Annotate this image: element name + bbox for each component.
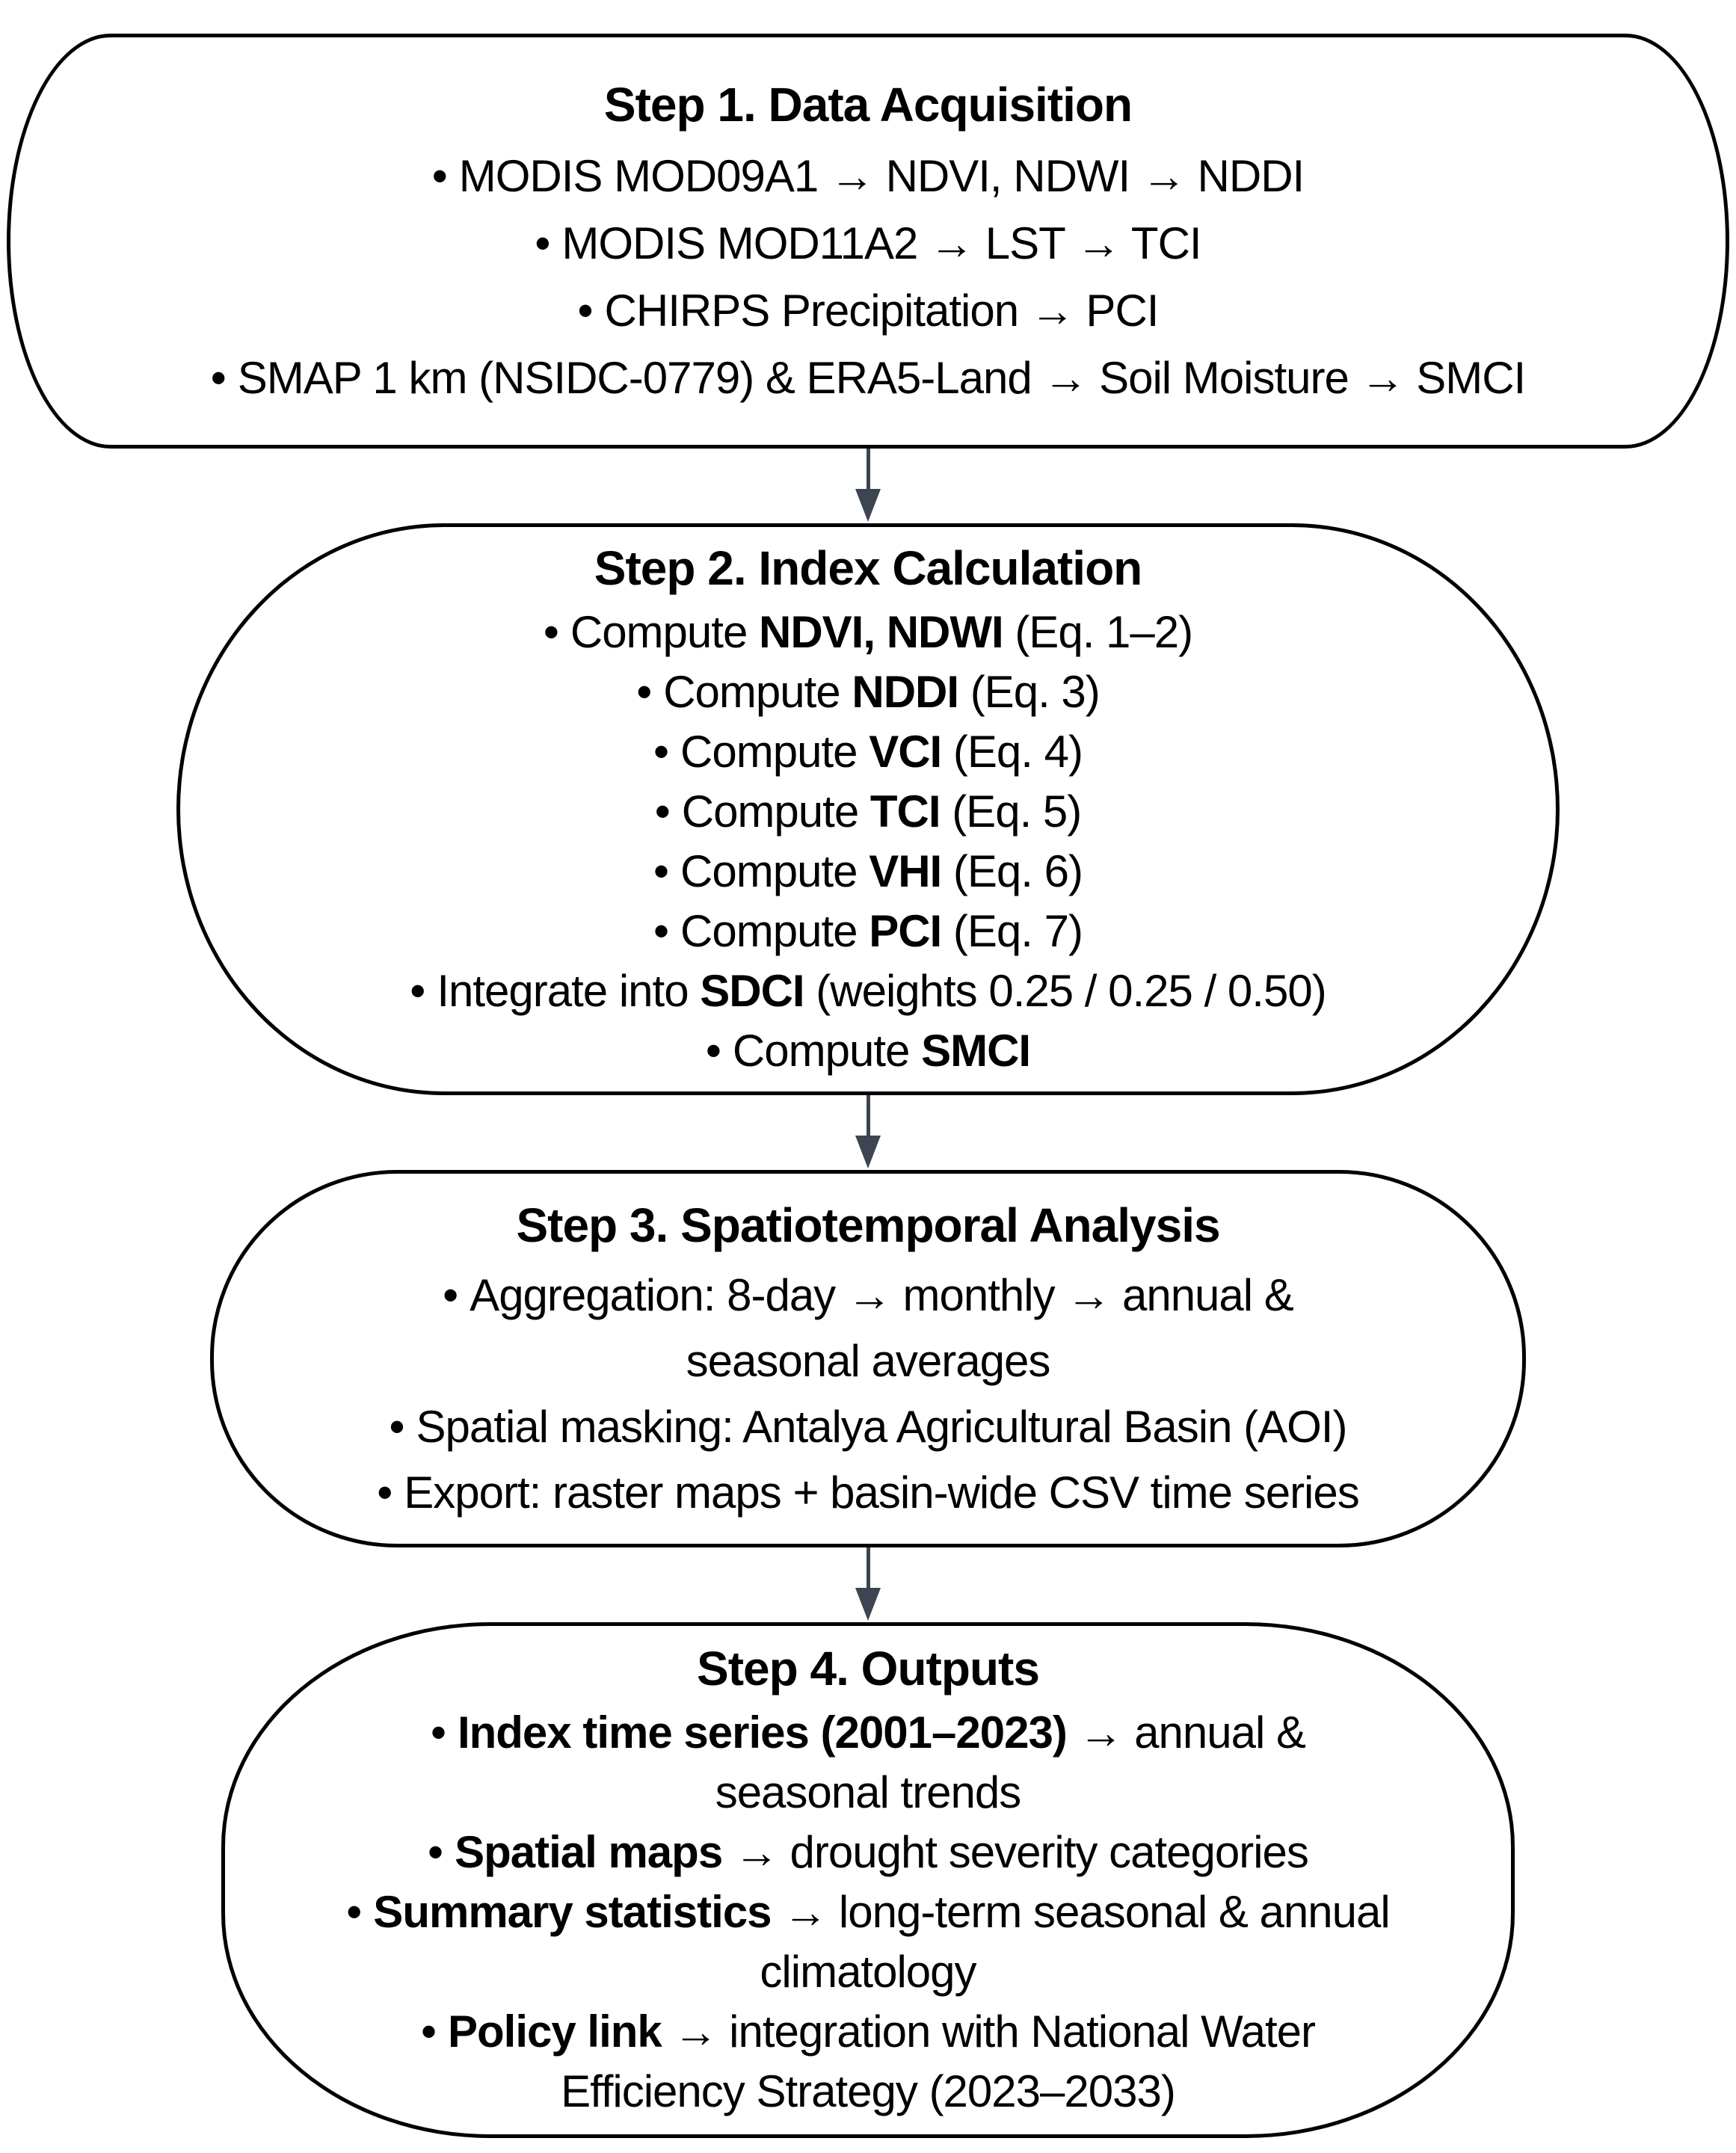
step-1-items [211, 143, 1525, 412]
bullet-dot: • [443, 1269, 458, 1320]
list-item [377, 1394, 1359, 1460]
step-1-box [7, 34, 1729, 449]
list-item [410, 782, 1326, 842]
item-text: (Eq. 3) [958, 666, 1100, 717]
arrow-head [855, 1136, 881, 1168]
list-item [410, 842, 1326, 902]
bullet-dot: • [377, 1467, 393, 1518]
item-text: MODIS MOD09A1 → NDVI, NDWI → NDDI [458, 150, 1305, 201]
arrow-stem [867, 1547, 870, 1588]
emphasis-text: PCI [869, 905, 942, 956]
step-2-title: Step 2. Index Calculation [594, 540, 1142, 595]
item-text: SMAP 1 km (NSIDC-0779) & ERA5-Land → Soil Moisture → SMCI [237, 352, 1526, 403]
step-3-box [210, 1170, 1526, 1547]
list-item [346, 2002, 1389, 2122]
emphasis-text: NDVI, NDWI [759, 606, 1003, 657]
down-arrow-icon [855, 1547, 881, 1622]
bullet-dot: • [421, 2006, 437, 2057]
bullet-dot: • [705, 1025, 721, 1076]
step-4-items [346, 1703, 1389, 2122]
list-item [346, 1703, 1389, 1823]
step-1-title: Step 1. Data Acquisition [603, 77, 1133, 132]
emphasis-text: VCI [869, 726, 942, 777]
list-item [410, 1021, 1326, 1081]
item-text: → drought severity categories [722, 1827, 1308, 1877]
item-text: → integration with National Water [661, 2006, 1315, 2057]
list-item [211, 277, 1525, 345]
item-text: Compute [570, 606, 759, 657]
emphasis-text: SMCI [921, 1025, 1031, 1076]
bullet-dot: • [653, 726, 669, 777]
arrow-head [855, 489, 881, 522]
list-item [211, 143, 1525, 210]
item-text: CHIRPS Precipitation → PCI [604, 285, 1159, 336]
emphasis-text: TCI [869, 786, 941, 837]
item-text: (weights 0.25 / 0.25 / 0.50) [804, 965, 1326, 1016]
step-3-items [377, 1263, 1359, 1526]
item-text: Compute [681, 786, 870, 837]
item-text: → long-term seasonal & annual [771, 1887, 1390, 1937]
item-text: Compute [663, 666, 852, 717]
bullet-dot: • [210, 352, 226, 403]
item-text: (Eq. 7) [941, 905, 1083, 956]
bullet-dot: • [346, 1887, 362, 1937]
step-2-box [176, 523, 1560, 1095]
item-text: Efficiency Strategy (2023–2033) [561, 2066, 1175, 2116]
item-text: seasonal trends [715, 1767, 1021, 1817]
list-item [211, 210, 1525, 277]
item-text: Compute [732, 1025, 922, 1076]
bullet-dot: • [577, 285, 593, 336]
arrow-stem [867, 1095, 870, 1136]
bullet-dot: • [428, 1827, 443, 1877]
arrow-stem [867, 449, 870, 489]
bullet-dot: • [430, 1707, 446, 1758]
step-3-title: Step 3. Spatiotemporal Analysis [516, 1198, 1220, 1252]
arrow-head [855, 1588, 881, 1621]
step-2-items [410, 603, 1326, 1081]
emphasis-text: Spatial maps [455, 1827, 723, 1877]
item-text: Compute [680, 846, 869, 896]
item-text: (Eq. 4) [941, 726, 1083, 777]
emphasis-text: NDDI [852, 666, 959, 717]
emphasis-text: SDCI [700, 965, 804, 1016]
list-item [410, 603, 1326, 662]
list-item [410, 902, 1326, 961]
bullet-dot: • [653, 846, 669, 896]
list-item [410, 662, 1326, 722]
bullet-dot: • [535, 218, 550, 268]
down-arrow-icon [855, 449, 881, 523]
list-item [377, 1263, 1359, 1394]
item-text: (Eq. 6) [941, 846, 1083, 896]
step-4-title: Step 4. Outputs [697, 1642, 1039, 1695]
list-item [377, 1460, 1359, 1526]
item-text: Spatial masking: Antalya Agricultural Basin (AOI) [416, 1401, 1347, 1452]
item-text: climatology [760, 1947, 976, 1997]
down-arrow-icon [855, 1095, 881, 1170]
item-text: Integrate into [437, 965, 701, 1016]
item-text: Compute [680, 726, 869, 777]
bullet-dot: • [543, 606, 558, 657]
bullet-dot: • [410, 965, 425, 1016]
bullet-dot: • [431, 150, 447, 201]
item-text: (Eq. 5) [940, 786, 1082, 837]
emphasis-text: Policy link [448, 2006, 662, 2057]
bullet-dot: • [636, 666, 652, 717]
item-text: Aggregation: 8-day → monthly → annual & [470, 1269, 1293, 1320]
emphasis-text: Summary statistics [373, 1887, 772, 1937]
list-item [346, 1882, 1389, 2002]
item-text: seasonal averages [686, 1335, 1050, 1386]
item-text: → annual & [1066, 1707, 1306, 1758]
bullet-dot: • [653, 905, 669, 956]
bullet-dot: • [654, 786, 670, 837]
emphasis-text: Index time series (2001–2023) [457, 1707, 1067, 1758]
list-item [211, 345, 1525, 412]
bullet-dot: • [389, 1401, 404, 1452]
list-item [410, 722, 1326, 782]
step-4-box [221, 1622, 1515, 2138]
item-text: MODIS MOD11A2 → LST → TCI [561, 218, 1201, 268]
item-text: (Eq. 1–2) [1003, 606, 1193, 657]
emphasis-text: VHI [869, 846, 942, 896]
item-text: Export: raster maps + basin-wide CSV time series [404, 1467, 1359, 1518]
list-item [410, 961, 1326, 1021]
item-text: Compute [680, 905, 869, 956]
list-item [346, 1823, 1389, 1882]
